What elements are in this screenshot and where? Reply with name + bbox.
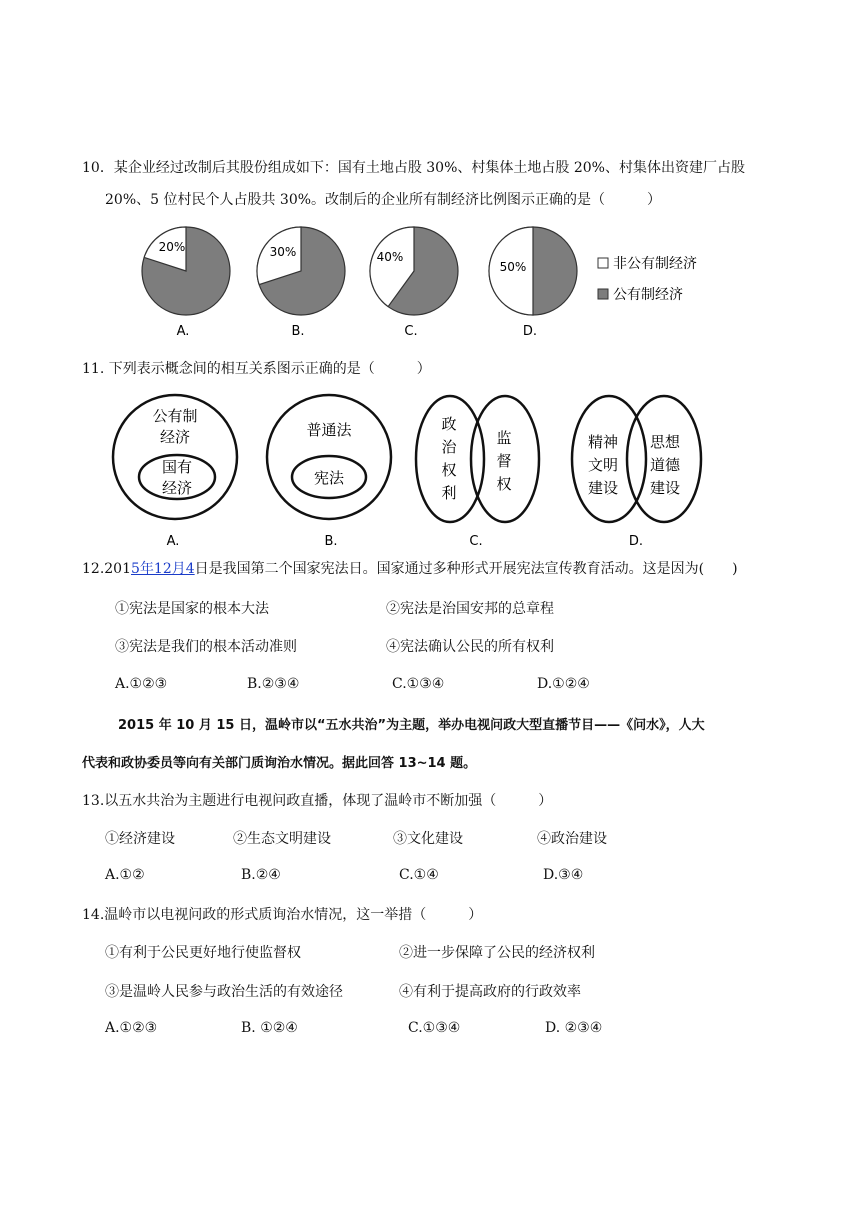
q14-stem: 14.温岭市以电视问政的形式质询治水情况，这一举措（ ）: [82, 907, 483, 923]
pie-percent-label: 30%: [269, 245, 297, 259]
q12-stem: [82, 558, 738, 578]
diagram-d-letter: D.: [628, 534, 644, 549]
diagram-b-letter: B.: [324, 534, 338, 549]
q13-option-4: ④政治建设: [537, 831, 607, 847]
q12-answer-d: D.①②④: [537, 676, 590, 692]
q12-answer-a: A.①②③: [115, 676, 168, 692]
diagram-a-inner-label-2: 经济: [161, 479, 193, 497]
q14-answer-b: B. ①②④: [241, 1020, 298, 1036]
diagram-d-right-line-3: 建设: [649, 479, 681, 497]
pie-option-letter: A.: [176, 324, 190, 339]
diagram-c-right-char-2: 督: [496, 452, 512, 470]
pie-d: [489, 227, 577, 339]
diagram-c-left-char-4: 利: [441, 484, 457, 502]
q13-answer-b: B.②④: [241, 867, 281, 883]
q13-answer-a: A.①②: [105, 867, 145, 883]
q14-option-3: ③是温岭人民参与政治生活的有效途径: [105, 984, 343, 1000]
q12-answer-c: C.①③④: [392, 676, 445, 692]
q10-pie-charts: [0, 215, 860, 345]
pie-option-letter: B.: [291, 324, 305, 339]
diagram-a-letter: A.: [166, 534, 180, 549]
q12-answer-b: B.②③④: [247, 676, 300, 692]
passage-line1: 2015 年 10 月 15 日，温岭市以“五水共治”为主题，举办电视问政大型直播节目——《问水》，人大: [118, 718, 705, 733]
q12-option-1: ①宪法是国家的根本大法: [115, 601, 269, 617]
pie-a: [142, 227, 230, 339]
q11-stem: 11. 下列表示概念间的相互关系图示正确的是（ ）: [82, 361, 431, 377]
q13-option-3: ③文化建设: [393, 831, 463, 847]
q13-answer-c: C.①④: [399, 867, 439, 883]
q13-answer-d: D.③④: [543, 867, 584, 883]
diagram-a-outer-label-2: 经济: [159, 428, 191, 446]
legend-non-public-label: 非公有制经济: [613, 256, 697, 272]
diagram-c-right-char-3: 权: [496, 475, 512, 493]
diagram-b-inner-label: 宪法: [313, 469, 345, 487]
diagram-c-left-char-2: 治: [441, 438, 457, 456]
diagram-d-left-line-1: 精神: [587, 433, 619, 451]
pie-percent-label: 50%: [499, 260, 527, 274]
q14-option-4: ④有利于提高政府的行政效率: [399, 984, 581, 1000]
q14-answer-a: A.①②③: [105, 1020, 158, 1036]
q12-option-2: ②宪法是治国安邦的总章程: [386, 601, 554, 617]
diagram-c-letter: C.: [469, 534, 483, 549]
diagram-c-left-char-1: 政: [441, 415, 457, 433]
q11-diagrams: [0, 385, 860, 550]
legend-non-public-swatch: [598, 258, 608, 268]
diagram-d: [572, 396, 701, 522]
pie-percent-label: 40%: [376, 250, 404, 264]
diagram-d-right-line-1: 思想: [649, 433, 681, 451]
q12-option-3: ③宪法是我们的根本活动准则: [115, 639, 297, 655]
diagram-d-right-line-2: 道德: [649, 456, 681, 474]
diagram-d-left-line-3: 建设: [587, 479, 619, 497]
q14-option-2: ②进一步保障了公民的经济权利: [399, 945, 595, 961]
q14-answer-c: C.①③④: [408, 1020, 461, 1036]
passage-line2: 代表和政协委员等向有关部门质询治水情况。据此回答 13~14 题。: [82, 756, 477, 771]
diagram-c-right-char-1: 监: [496, 429, 512, 447]
pie-percent-label: 20%: [158, 240, 186, 254]
diagram-b: [267, 395, 391, 519]
q10-stem-line2: 20%、5 位村民个人占股共 30%。改制后的企业所有制经济比例图示正确的是（ ）: [105, 192, 662, 208]
q13-option-2: ②生态文明建设: [233, 831, 331, 847]
q12-option-4: ④宪法确认公民的所有权利: [386, 639, 554, 655]
pie-b: [257, 227, 345, 339]
pie-option-letter: D.: [522, 324, 538, 339]
q14-answer-d: D. ②③④: [545, 1020, 603, 1036]
q10-stem-line1: 10．某企业经过改制后其股份组成如下：国有土地占股 30%、村集体土地占股 20%、村集体出资建厂占股: [82, 160, 745, 176]
diagram-b-outer-label: 普通法: [306, 421, 352, 439]
q14-option-1: ①有利于公民更好地行使监督权: [105, 945, 301, 961]
diagram-c-left-char-3: 权: [441, 461, 457, 479]
q12-stem-suffix: 日是我国第二个国家宪法日。国家通过多种形式开展宪法宣传教育活动。这是因为( ): [194, 561, 738, 577]
q12-date-link[interactable]: 5年12月4: [131, 561, 195, 577]
q12-stem-prefix: 12.201: [82, 561, 131, 577]
diagram-d-left-line-2: 文明: [587, 456, 619, 474]
legend-public-label: 公有制经济: [613, 287, 683, 303]
pie-c: [370, 227, 458, 339]
q13-stem: 13.以五水共治为主题进行电视问政直播，体现了温岭市不断加强（ ）: [82, 793, 553, 809]
diagram-a-outer-label-1: 公有制: [152, 407, 198, 425]
pie-option-letter: C.: [404, 324, 418, 339]
diagram-c: [416, 396, 539, 522]
q13-option-1: ①经济建设: [105, 831, 175, 847]
legend-public-swatch: [598, 289, 608, 299]
diagram-a: [113, 395, 237, 519]
diagram-a-inner-label-1: 国有: [161, 458, 193, 476]
